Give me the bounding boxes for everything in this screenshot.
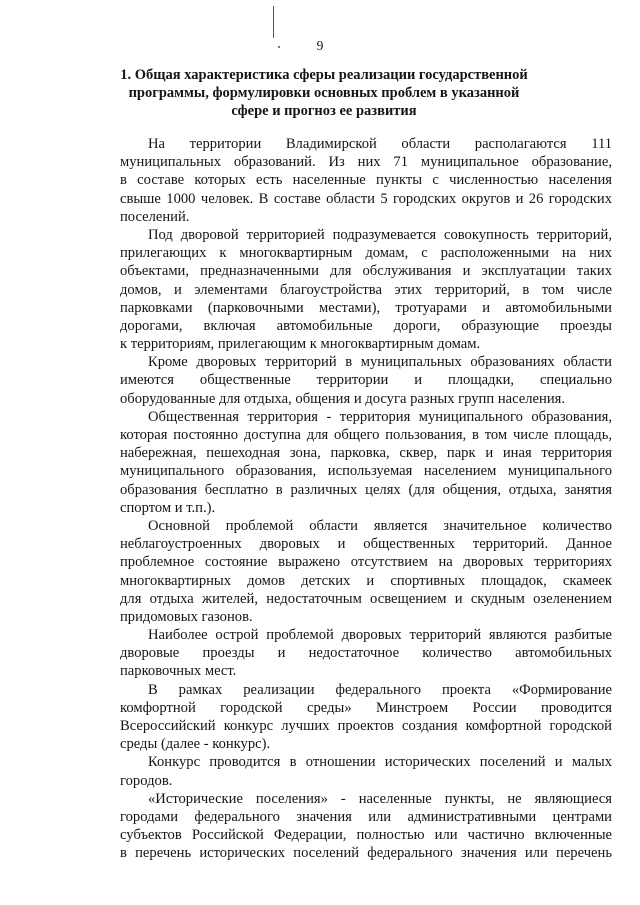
paragraph-line: поселений. <box>120 208 190 225</box>
paragraph-line: прилегающих к многоквартирным домам, с расположенными на них <box>120 245 612 262</box>
paragraph-line: парковками (парковочными местами), тротуарами и автомобильными <box>120 299 612 316</box>
paragraph-line: среды (далее - конкурс). <box>120 736 271 753</box>
paragraph-line: Общественная территория - территория муниципального образования, <box>148 408 612 425</box>
scan-artifact-line <box>273 6 274 38</box>
paragraph-line: муниципальных образований. Из них 71 муниципальное образование, <box>120 154 612 171</box>
paragraph-line: Конкурс проводится в отношении исторических поселений и малых <box>148 754 612 771</box>
paragraph <box>120 681 612 754</box>
paragraph-line: придомовых газонов. <box>120 608 253 625</box>
paragraph <box>120 353 612 408</box>
paragraph <box>120 753 612 789</box>
paragraph-line: Наиболее острой проблемой дворовых территорий являются разбитые <box>148 627 612 644</box>
paragraph-line: дорогами, включая автомобильные дороги, образующие проезды <box>120 317 612 334</box>
document-body <box>120 135 612 863</box>
paragraph-line: в перечень исторических поселений федерального значения или перечень <box>120 845 612 862</box>
paragraph-line: в составе которых есть населенные пункты с численностью населения <box>120 172 612 189</box>
paragraph-line: парковочных мест. <box>120 663 237 680</box>
paragraph-line: объектами, предназначенными для обслуживания и эксплуатации таких <box>120 263 612 280</box>
heading-line: программы, формулировки основных проблем в указанной <box>128 85 520 101</box>
paragraph-line: которая постоянно доступна для общего пользования, в том числе площадь, <box>120 427 612 443</box>
paragraph-line: Под дворовой территорией подразумевается совокупность территорий, <box>148 226 612 243</box>
paragraph-line: оборудованные для отдыха, общения и досуга разных групп населения. <box>120 390 565 407</box>
paragraph-line: городами федерального значения или административными центрами <box>120 808 612 825</box>
paragraph-line: для отдыха жителей, недостаточным освещением и скудным озеленением <box>120 590 612 607</box>
paragraph <box>120 226 612 353</box>
paragraph-line: образования бесплатно в различных целях (для общения, отдыха, занятия <box>120 481 612 498</box>
paragraph-line: набережная, пешеходная зона, парковка, сквер, парк и иная территория <box>120 445 612 462</box>
paragraph <box>120 408 612 517</box>
paragraph-line: многоквартирных домов детских и спортивных площадок, скамеек <box>120 572 612 589</box>
paragraph-line: домов, и элементами благоустройства этих территорий, в том числе <box>120 281 612 298</box>
heading-line: сфере и прогноз ее развития <box>231 103 417 119</box>
paragraph-line: субъектов Российской Федерации, полностью или частично включенные <box>120 827 612 844</box>
heading-line: 1. Общая характеристика сферы реализации государственной <box>120 67 528 83</box>
paragraph-line: «Исторические поселения» - населенные пункты, не являющиеся <box>148 790 612 807</box>
paragraph-line: проблемное состояние выражено отсутствием на дворовых территориях <box>120 554 612 571</box>
paragraph-line: Кроме дворовых территорий в муниципальных образованиях области <box>148 354 612 371</box>
paragraph-line: спортом и т.п.). <box>120 499 216 516</box>
paragraph-line: комфортной городской среды» Минстроем России проводится <box>120 699 612 716</box>
paragraph-line: Всероссийский конкурс лучших проектов создания комфортной городской <box>120 718 612 734</box>
paragraph-line: городов. <box>120 772 173 789</box>
paragraph-line: В рамках реализации федерального проекта «Формирование <box>148 681 612 698</box>
paragraph-line: неблагоустроенных дворовых и общественных территорий. Данное <box>120 536 612 553</box>
paragraph <box>120 790 612 863</box>
paragraph-line: Основной проблемой области является значительное количество <box>148 517 612 534</box>
paragraph <box>120 135 612 226</box>
paragraph-line: имеются общественные территории и площадки, специально <box>120 372 612 389</box>
section-heading <box>112 66 536 120</box>
paragraph-line: дворовые проезды и недостаточное количество автомобильных <box>120 645 612 662</box>
paragraph <box>120 517 612 626</box>
paragraph <box>120 626 612 681</box>
paragraph-line: На территории Владимирской области располагаются 111 <box>148 136 612 152</box>
paragraph-line: свыше 1000 человек. В составе области 5 городских округов и 26 городских <box>120 190 612 207</box>
paragraph-line: муниципального образования, используемая населением муниципального <box>120 463 612 480</box>
paragraph-line: к территориям, прилегающим к многоквартирным домам. <box>120 336 481 353</box>
page-number: 9 <box>316 38 324 53</box>
